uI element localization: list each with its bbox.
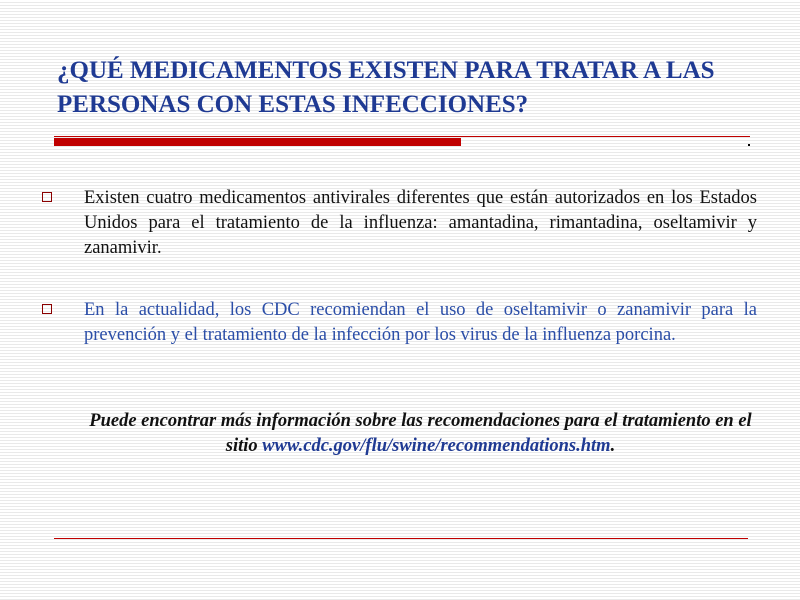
bullet-text-2: En la actualidad, los CDC recomiendan el uso de oseltamivir o zanamivir para la prevención y el tratamiento de la infección por los virus de la influenza porcina. bbox=[84, 300, 757, 345]
info-note-end: . bbox=[610, 436, 616, 456]
info-note bbox=[84, 409, 757, 459]
square-bullet-icon bbox=[42, 304, 52, 314]
slide-title: ¿QUÉ MEDICAMENTOS EXISTEN PARA TRATAR A LAS PERSONAS CON ESTAS INFECCIONES? bbox=[57, 57, 715, 118]
title-underline-thin bbox=[54, 136, 750, 137]
title-underline-dot bbox=[748, 144, 750, 146]
bottom-rule bbox=[54, 538, 748, 539]
info-note-text: Puede encontrar más información sobre las recomendaciones para el tratamiento en el sitio bbox=[89, 411, 752, 456]
cdc-link[interactable]: www.cdc.gov/flu/swine/recommendations.htm bbox=[262, 436, 611, 456]
title-underline-thick bbox=[54, 138, 461, 146]
bullet-text-1: Existen cuatro medicamentos antivirales diferentes que están autorizados en los Estados Unidos para el tratamiento de la influenza: amantadina, rimantadina, oseltamivir y zanamivir. bbox=[84, 188, 757, 258]
square-bullet-icon bbox=[42, 192, 52, 202]
